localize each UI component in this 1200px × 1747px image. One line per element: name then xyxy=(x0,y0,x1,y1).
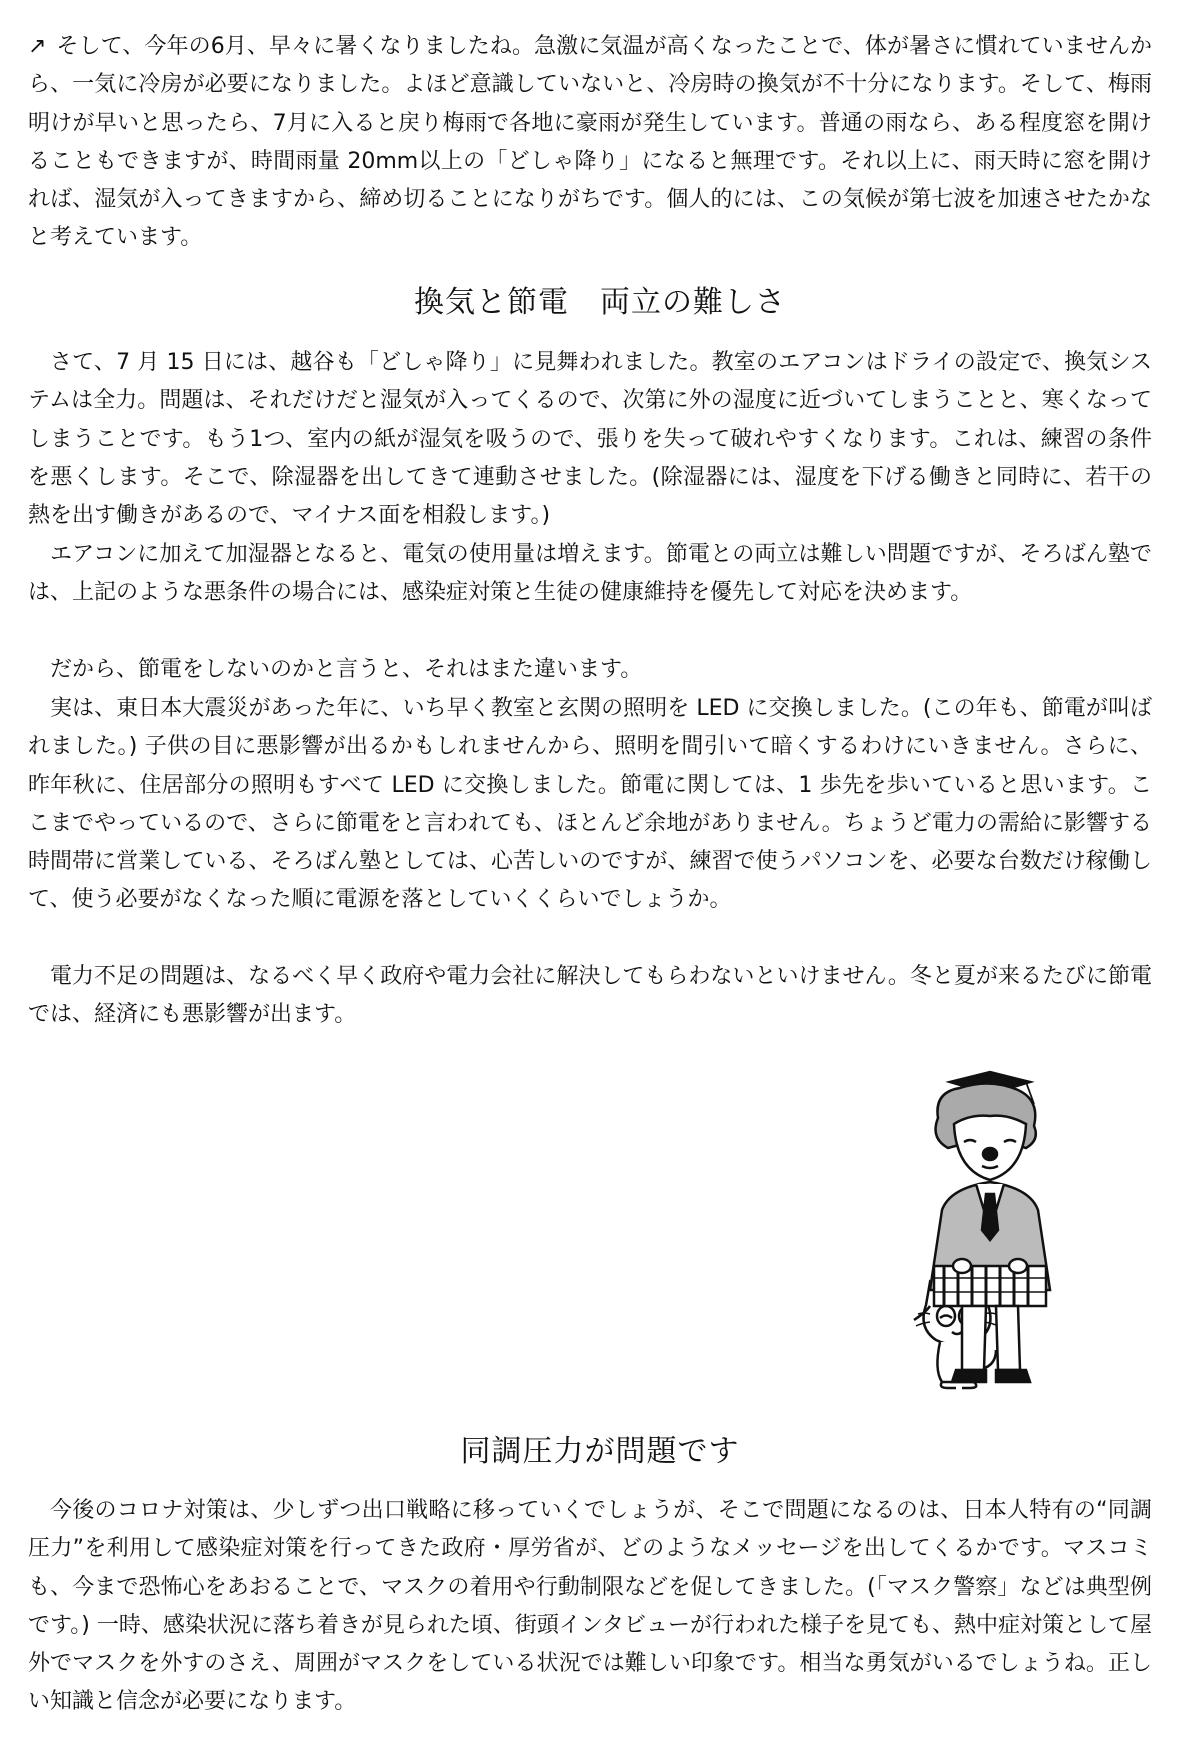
ventilation-paragraph-5: 電力不足の問題は、なるべく早く政府や電力会社に解決してもらわないといけません。冬と夏が来るたびに節電では、経済にも悪影響が出ます。 xyxy=(28,964,1152,1028)
continuation-arrow-icon: ↗ xyxy=(28,34,47,59)
intro-paragraph xyxy=(28,28,1152,258)
ventilation-paragraph-3: だから、節電をしないのかと言うと、それはまた違います。 xyxy=(50,657,643,682)
section-heading-peer-pressure: 同調圧力が問題です xyxy=(460,1434,740,1469)
ventilation-paragraph-2: エアコンに加えて加湿器となると、電気の使用量は増えます。節電との両立は難しい問題ですが、そろばん塾では、上記のような悪条件の場合には、感染症対策と生徒の健康維持を優先して対応を決めます。 xyxy=(28,542,1152,606)
section-heading-ventilation: 換気と節電 両立の難しさ xyxy=(414,285,786,320)
ventilation-paragraph-1: さて、7 月 15 日には、越谷も「どしゃ降り」に見舞われました。教室のエアコンはドライの設定で、換気システムは全力。問題は、それだけだと湿気が入ってくるので、次第に外の湿度に近づいてしまうことと、寒くなってしまうことです。もう1つ、室内の紙が湿気を吸うので、張りを失って破れやすくなります。これは、練習の条件を悪くします。そこで、除湿器を出してきて連動させました。(除湿器には、湿度を下げる働きと同時に、若干の熱を出す働きがあるので、マイナス面を相殺します。) xyxy=(28,350,1152,529)
teacher-and-cat-illustration xyxy=(900,1070,1160,1400)
intro-text: そして、今年の6月、早々に暑くなりましたね。急激に気温が高くなったことで、体が暑さに慣れていませんから、一気に冷房が必要になりました。よほど意識していないと、冷房時の換気が不十分になります。そして、梅雨明けが早いと思ったら、7月に入ると戻り梅雨で各地に豪雨が発生しています。普通の雨なら、ある程度窓を開けることもできますが、時間雨量 20mm以上の「どしゃ降り」になると無理です。それ以上に、雨天時に窓を開ければ、湿気が入ってきますから、締め切ることになりがちです。個人的には、この気候が第七波を加速させたかなと考えています。 xyxy=(28,34,1152,251)
ventilation-paragraph-4: 実は、東日本大震災があった年に、いち早く教室と玄関の照明を LED に交換しました。(この年も、節電が叫ばれました。) 子供の目に悪影響が出るかもしれませんから、照明を間引いて暗くするわけにいきません。さらに、昨年秋に、住居部分の照明もすべて LED に交換しました。節電に関しては、1 歩先を歩いていると思います。ここまでやっているので、さらに節電をと言われても、ほとんど余地がありません。ちょうど電力の需給に影響する時間帯に営業している、そろばん塾としては、心苦しいのですが、練習で使うパソコンを、必要な台数だけ稼働して、使う必要がなくなった順に電源を落としていくくらいでしょうか。 xyxy=(28,696,1152,913)
peer-pressure-paragraph: 今後のコロナ対策は、少しずつ出口戦略に移っていくでしょうが、そこで問題になるのは、日本人特有の“同調圧力”を利用して感染症対策を行ってきた政府・厚労省が、どのようなメッセージを出してくるかです。マスコミも、今まで恐怖心をあおることで、マスクの着用や行動制限などを促してきました。(「マスク警察」などは典型例です。) 一時、感染状況に落ち着きが見られた頃、街頭インタビューが行われた様子を見ても、熱中症対策として屋外でマスクを外すのさえ、周囲がマスクをしている状況では難しい印象です。相当な勇気がいるでしょうね。正しい知識と信念が必要になります。 xyxy=(28,1498,1152,1715)
